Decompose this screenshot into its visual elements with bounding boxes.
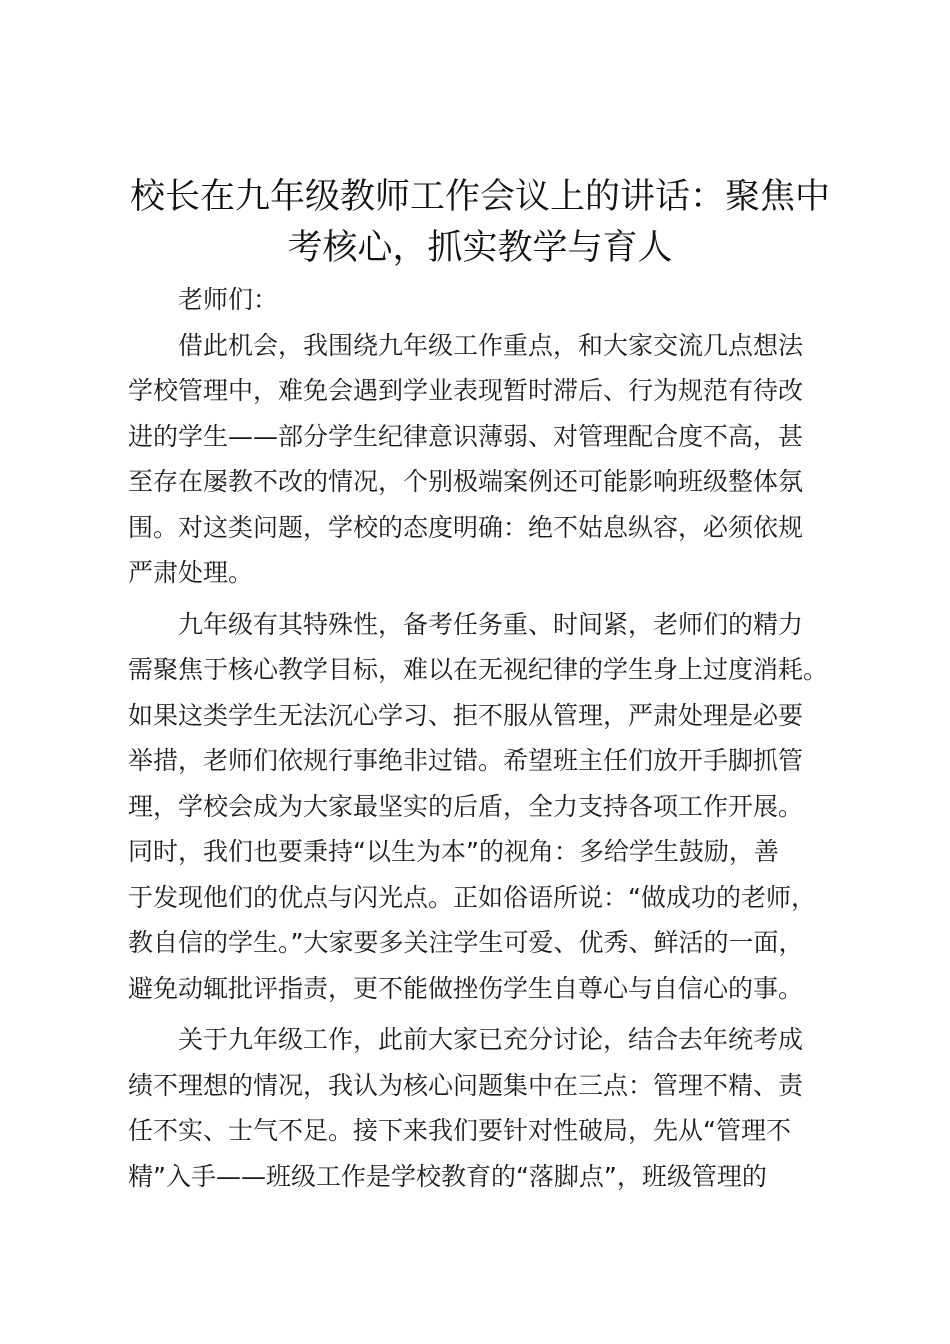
paragraph-3 [128,1017,832,1199]
paragraph-line: 需聚焦于核心教学目标，难以在无视纪律的学生身上过度消耗。 [128,655,829,684]
paragraph-line: 举措，老师们依规行事绝非过错。希望班主任们放开手脚抓管 [128,746,804,775]
paragraph-line: 同时，我们也要秉持“以生为本”的视角：多给学生鼓励，善 [128,837,779,866]
paragraph-line: 借此机会，我围绕九年级工作重点，和大家交流几点想法 [178,330,804,360]
paragraph-line: 学校管理中，难免会遇到学业表现暂时滞后、行为规范有待改 [128,376,804,405]
paragraph-2 [128,602,832,1012]
paragraph-line: 九年级有其特殊性，备考任务重、时间紧，老师们的精力 [178,609,804,639]
title-line-1: 校长在九年级教师工作会议上的讲话：聚焦中 [129,177,830,217]
paragraph-line: 精”入手——班级工作是学校教育的“落脚点”，班级管理的 [128,1161,767,1191]
paragraph-line: 理，学校会成为大家最坚实的后盾，全力支持各项工作开展。 [128,791,804,821]
paragraph-line: 如果这类学生无法沉心学习、拒不服从管理，严肃处理是必要 [128,700,804,730]
paragraph-line: 绩不理想的情况，我认为核心问题集中在三点：管理不精、责 [128,1070,804,1100]
paragraph-line: 严肃处理。 [128,558,254,587]
paragraph-line: 围。对这类问题，学校的态度明确：绝不姑息纵容，必须依规 [128,512,804,542]
paragraph-line: 任不实、士气不足。接下来我们要针对性破局，先从“管理不 [128,1116,791,1145]
title-line-2: 考核心，抓实教学与育人 [287,228,673,268]
paragraph-line: 教自信的学生。”大家要多关注学生可爱、优秀、鲜活的一面， [128,928,804,957]
paragraph-line: 避免动辄批评指责，更不能做挫伤学生自尊心与自信心的事。 [128,973,804,1003]
paragraph-line: 进的学生——部分学生纪律意识薄弱、对管理配合度不高，甚 [128,421,804,451]
greeting: 老师们： [178,285,279,314]
document-title [128,172,832,274]
paragraph-line: 至存在屡教不改的情况，个别极端案例还可能影响班级整体氛 [128,467,804,496]
document-body [128,277,832,1199]
paragraph-line: 关于九年级工作，此前大家已充分讨论，结合去年统考成 [178,1025,804,1054]
paragraph-line: 于发现他们的优点与闪光点。正如俗语所说：“做成功的老师， [128,882,816,912]
paragraph-1 [128,323,832,596]
